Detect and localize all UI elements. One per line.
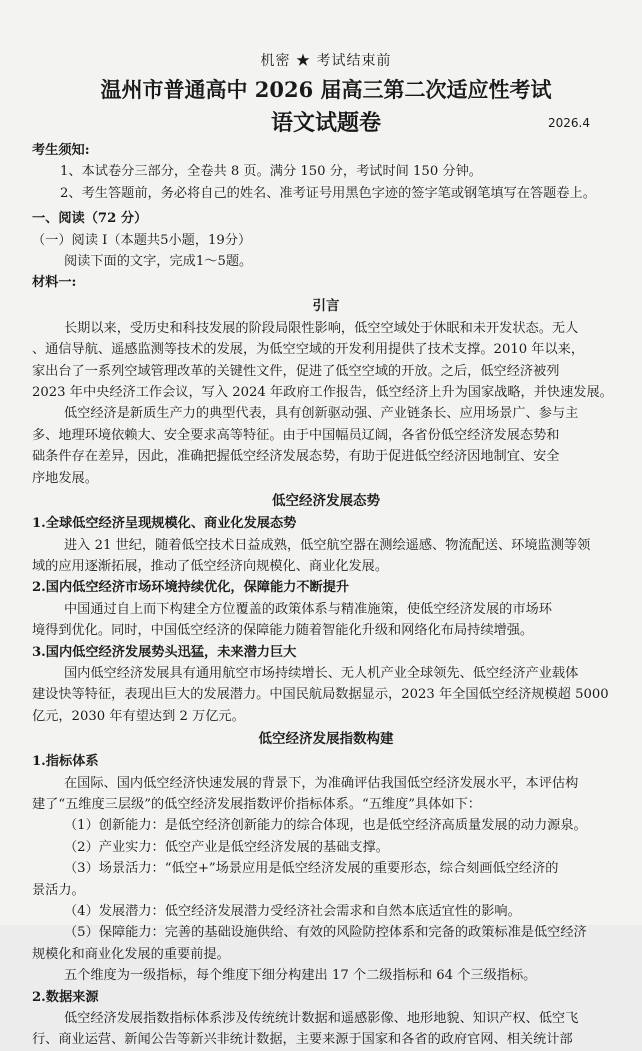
dimension-item: （1）创新能力：是低空经济创新能力的综合体现，也是低空经济高质量发展的动力源泉。 [64,818,587,834]
trend-line: 进入 21 世纪，随着低空技术日益成熟，低空航空器在测绘遥感、物流配送、环境监测等领 [64,537,591,553]
reading-instruction: 阅读下面的文字，完成1～5题。 [64,254,253,270]
index-line: 建了“五维度三层级”的低空经济发展指数评价指标体系。“五维度”具体如下： [32,796,481,812]
index-title: 低空经济发展指数构建 [258,731,394,748]
preface-title: 引言 [312,297,340,314]
notice-item: 1、本试卷分三部分，全卷共 8 页。满分 150 分，考试时间 150 分钟。 [60,164,482,180]
preface-line: 多、地理环境依赖大、安全要求高等特征。由于中国幅员辽阔，各省份低空经济发展态势和 [32,427,560,443]
trend-heading-3: 3.国内低空经济发展势头迅猛，未来潜力巨大 [32,644,297,660]
part-heading: 一、阅读（72 分） [32,211,148,227]
index-summary: 五个维度为一级指标，每个维度下细分构建出 17 个二级指标和 64 个三级指标。 [64,968,537,984]
preface-line: 2023 年中央经济工作会议，写入 2024 年政府工作报告，低空经济上升为国家战略，并快速发展。 [32,385,613,401]
index-line: 低空经济发展指数指标体系涉及传统统计数据和遥感影像、地形地貌、知识产权、低空飞 [64,1011,579,1027]
notice-heading: 考生须知: [32,143,90,158]
trend-heading-1: 1.全球低空经济呈现规模化、商业化发展态势 [32,516,297,532]
index-line: 行、商业运营、新闻公告等新兴非统计数据，主要来源于国家和各省的政府官网、相关统计部 [32,1032,573,1048]
preface-line: 长期以来，受历史和科技发展的阶段局限性影响，低空空域处于休眠和未开发状态。无人 [64,320,579,336]
trend-heading-2: 2.国内低空经济市场环境持续优化，保障能力不断提升 [32,580,350,596]
notice-item: 2、考生答题前，务必将自己的姓名、准考证号用黑色字迹的签字笔或钢笔填写在答题卷上。 [60,185,596,201]
preface-line: 、通信导航、遥感监测等技术的发展，为低空空域的开发利用提供了技术支撑。2010 年以来， [32,342,585,358]
reading-heading: （一）阅读 I（本题共5小题，19分） [32,232,252,248]
material-label: 材料一: [32,275,77,291]
preface-line: 序地发展。 [32,470,98,486]
trend-line: 境得到优化。同时，中国低空经济的保障能力随着智能化升级和网络化布局持续增强。 [32,623,534,639]
trend-line: 中国通过自上而下构建全方位覆盖的政策体系与精准施策，使低空经济发展的市场环 [64,601,552,617]
preface-line: 低空经济是新质生产力的典型代表，具有创新驱动强、产业链条长、应用场景广、参与主 [64,406,579,422]
dimension-item: （5）保障能力：完善的基础设施供给、有效的风险防控体系和完备的政策标准是低空经济 [64,925,587,941]
dimension-item: （3）场景活力：“低空+”场景应用是低空经济发展的重要形态，综合刻画低空经济的 [64,861,559,877]
dimension-item: （2）产业实力：低空产业是低空经济发展的基础支撑。 [64,839,389,855]
index-heading-1: 1.指标体系 [32,754,99,770]
trend-line: 亿元，2030 年有望达到 2 万亿元。 [32,708,245,724]
preface-line: 家出台了一系列空域管理改革的关键性文件，促进了低空空域的开放。之后，低空经济被列 [32,363,560,379]
index-heading-2: 2.数据来源 [32,989,99,1005]
trend-line: 域的应用逐渐拓展，推动了低空经济向规模化、商业化发展。 [32,558,389,574]
trend-title: 低空经济发展态势 [272,493,380,510]
exam-subtitle: 语文试题卷 [270,110,381,136]
preface-line: 础条件存在差异，因此，准确把握低空经济发展态势，有助于促进低空经济因地制宜、安全 [32,449,560,465]
dimension-item: （4）发展潜力：低空经济发展潜力受经济社会需求和自然本底适宜性的影响。 [64,904,521,919]
dimension-item: 景活力。 [32,882,85,898]
dimension-item: 规模化和商业化发展的重要前提。 [32,946,230,962]
exam-date: 2026.4 [548,116,590,130]
exam-title: 温州市普通高中 2026 届高三第二次适应性考试 [100,77,552,102]
confidential-mark: 机密 ★ 考试结束前 [260,53,392,69]
index-line: 在国际、国内低空经济快速发展的背景下，为准确评估我国低空经济发展水平，本评估构 [64,775,579,791]
trend-line: 国内低空经济发展具有通用航空市场持续增长、无人机产业全球领先、低空经济产业载体 [64,665,579,681]
trend-line: 建设快等特征，表现出巨大的发展潜力。中国民航局数据显示，2023 年全国低空经济规模超 5000 [32,687,609,703]
subtitle-row [32,106,620,140]
